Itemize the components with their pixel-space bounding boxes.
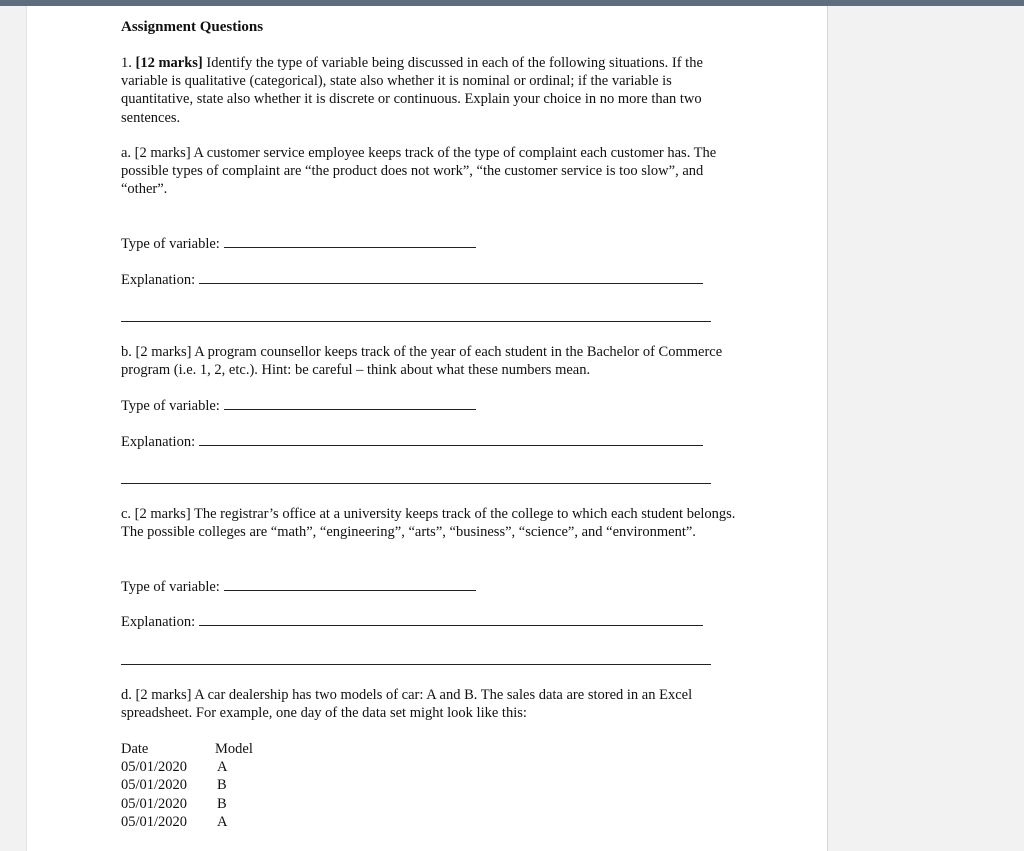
part-c-text: c. [2 marks] The registrar’s office at a university keeps track of the college to which each student belongs. The possible colleges are “math”, “engineering”, “arts”, “business”, “science”, and “environment”. [121,506,736,541]
type-label: Type of variable: [121,579,220,595]
part-c-type-field[interactable] [121,578,476,596]
page-heading: Assignment Questions [121,19,264,35]
table-cell-date: 05/01/2020 [121,795,188,812]
table-cell-date: 05/01/2020 [121,777,188,794]
type-answer-line[interactable] [224,397,476,410]
explanation-label: Explanation: [121,434,196,450]
question-marks: [12 marks] [135,55,203,71]
question-number: 1. [121,55,132,71]
table-row [121,813,277,831]
type-label: Type of variable: [121,236,220,252]
explanation-answer-line[interactable] [199,613,703,626]
table-row [121,795,277,813]
question-text: Identify the type of variable being discussed in each of the following situations. If the variable is qualitative (categorical), state also whether it is nominal or ordinal; if the variable is quantitative, state also whether it is discrete or continuous. Explain your choice in no more than two sentences. [121,55,703,126]
explanation-answer-line[interactable] [199,271,703,284]
question-1-intro [121,54,741,127]
part-b-text: b. [2 marks] A program counsellor keeps track of the year of each student in the Bachelor of Commerce program (i.e. 1, 2, etc.). Hint: be careful – think about what these numbers mean. [121,344,723,379]
part-b-type-field[interactable] [121,397,476,415]
part-c-extra-line[interactable] [121,664,711,665]
part-a-type-field[interactable] [121,235,476,253]
type-answer-line[interactable] [224,235,476,248]
explanation-answer-line[interactable] [199,433,703,446]
explanation-label: Explanation: [121,614,196,630]
table-header-date: Date [121,741,149,757]
table-cell-model: A [217,759,228,776]
table-cell-model: B [217,777,227,794]
type-answer-line[interactable] [224,578,476,591]
part-d-text: d. [2 marks] A car dealership has two models of car: A and B. The sales data are stored in an Excel spreadsheet. For example, one day of the data set might look like this: [121,687,693,722]
part-a-text: a. [2 marks] A customer service employee keeps track of the type of complaint each customer has. The possible types of complaint are “the product does not work”, “the customer service is too slow”, and “other”. [121,145,717,198]
table-row [121,758,277,776]
explanation-label: Explanation: [121,272,196,288]
table-row [121,776,277,794]
type-label: Type of variable: [121,398,220,414]
table-cell-date: 05/01/2020 [121,759,188,776]
sales-data-table [121,740,277,831]
table-header-row [121,740,277,758]
document-page [26,6,828,851]
part-c-explanation-field[interactable] [121,613,703,631]
table-header-model: Model [215,741,253,757]
table-cell-model: A [217,813,228,830]
part-b-extra-line[interactable] [121,483,711,484]
part-b-explanation-field[interactable] [121,433,703,451]
table-cell-date: 05/01/2020 [121,813,188,830]
table-cell-model: B [217,795,227,812]
part-a-explanation-field[interactable] [121,271,703,289]
part-a-extra-line[interactable] [121,321,711,322]
